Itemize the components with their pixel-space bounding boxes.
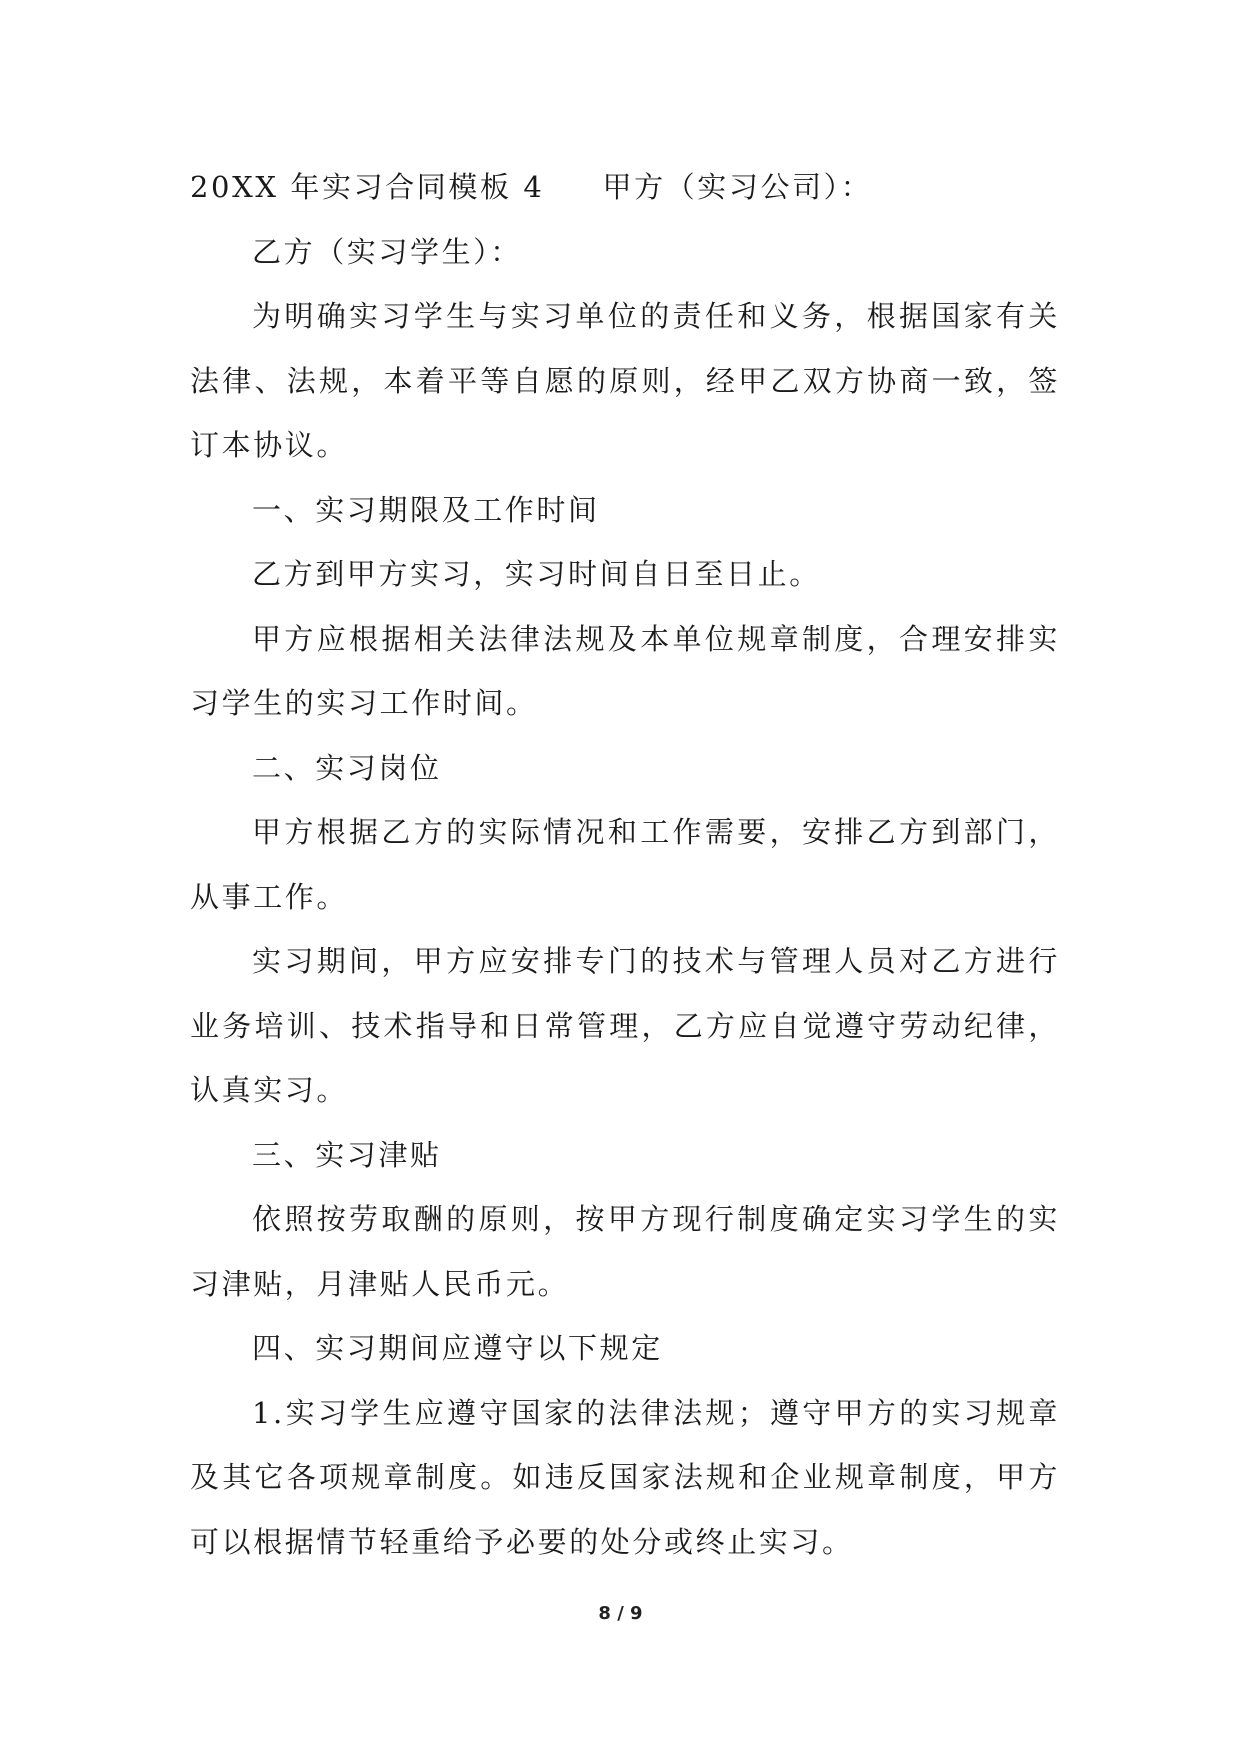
document-title: 20XX 年实习合同模板 4 — [190, 170, 545, 204]
party-b-label: 乙方（实习学生）： — [252, 234, 522, 269]
party-a-label: 甲方（实习公司）： — [602, 170, 873, 204]
paragraph-rule-1: 1.实习学生应遵守国家的法律法规；遵守甲方的实习规章及其它各项规章制度。如违反国家法规和企业规章制度，甲方可以根据情节轻重给予必要的处分或终止实习。 — [190, 1395, 1060, 1559]
paragraph-period: 乙方到甲方实习，实习时间自日至日止。 — [252, 557, 821, 591]
page-number: 8 / 9 — [598, 1603, 643, 1624]
paragraph-position: 甲方根据乙方的实际情况和工作需要，安排乙方到部门，从事工作。 — [190, 815, 1060, 914]
title-line — [190, 155, 1060, 220]
section-heading-3: 三、实习津贴 — [252, 1137, 442, 1172]
section-heading-1: 一、实习期限及工作时间 — [252, 492, 600, 527]
paragraph-work-time: 甲方应根据相关法律法规及本单位规章制度，合理安排实习学生的实习工作时间。 — [190, 621, 1060, 720]
document-body — [190, 155, 1060, 1574]
paragraph-allowance: 依照按劳取酬的原则，按甲方现行制度确定实习学生的实习津贴，月津贴人民币元。 — [190, 1202, 1060, 1301]
paragraph-intro: 为明确实习学生与实习单位的责任和义务，根据国家有关法律、法规，本着平等自愿的原则，经甲乙双方协商一致，签订本协议。 — [190, 299, 1060, 462]
section-heading-2: 二、实习岗位 — [252, 750, 442, 785]
section-heading-4: 四、实习期间应遵守以下规定 — [252, 1331, 663, 1365]
paragraph-training: 实习期间，甲方应安排专门的技术与管理人员对乙方进行业务培训、技术指导和日常管理，乙方应自觉遵守劳动纪律，认真实习。 — [190, 944, 1060, 1107]
